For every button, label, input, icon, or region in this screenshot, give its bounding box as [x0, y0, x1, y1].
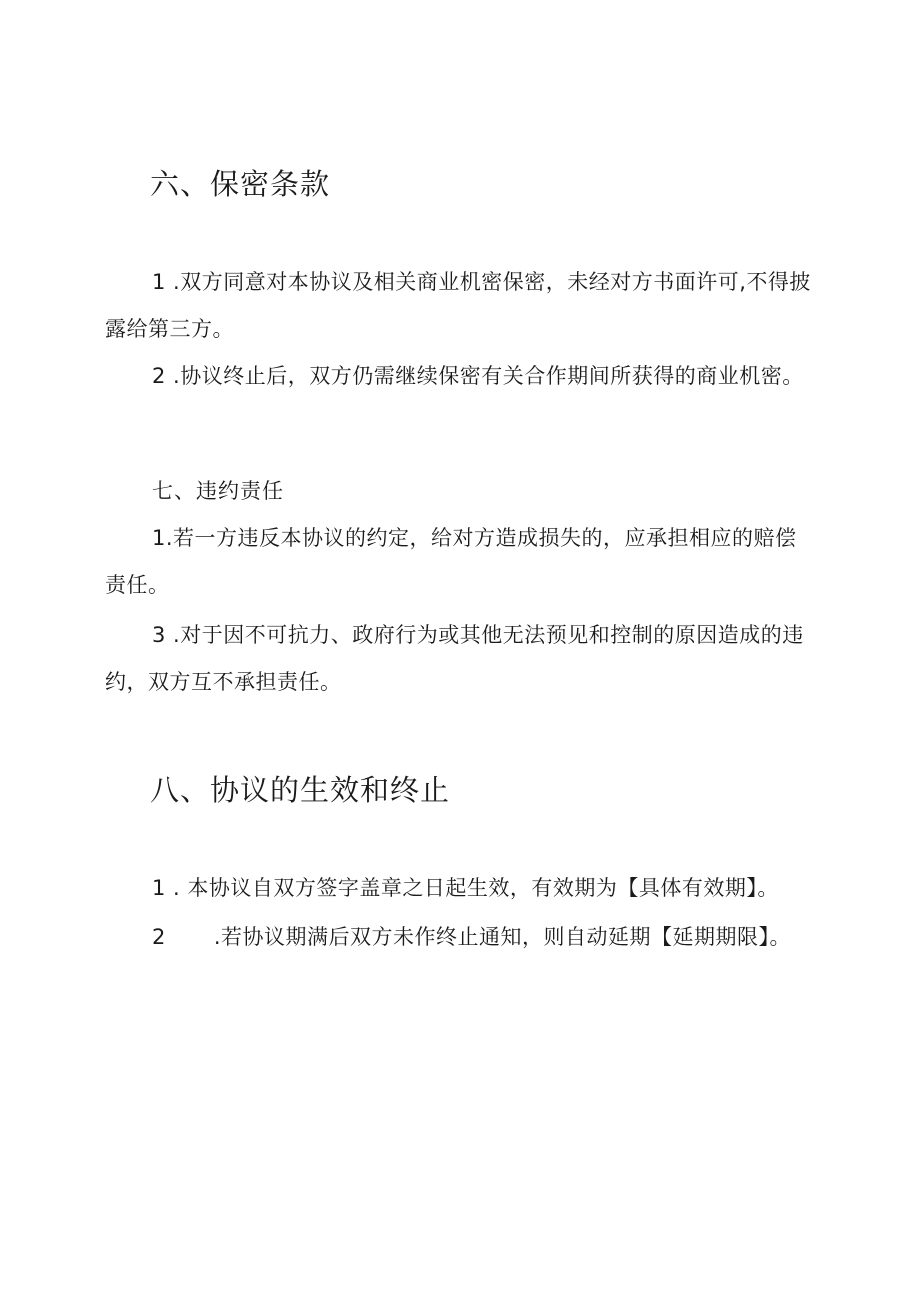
section-8-item-2-number: 2	[152, 925, 166, 949]
section-8-item-1	[105, 865, 825, 912]
section-7-item-1-line-1: 1.若一方违反本协议的约定，给对方造成损失的，应承担相应的赔偿	[152, 526, 797, 550]
section-6-heading: 六、保密条款	[150, 167, 331, 201]
section-6-item-1-line-2: 露给第三方。	[105, 317, 234, 341]
section-6-item-1-line-1: 1 .双方同意对本协议及相关商业机密保密，未经对方书面许可,不得披	[152, 270, 811, 294]
section-7-item-3	[105, 612, 825, 706]
section-8-item-2-line	[105, 914, 825, 961]
section-6-item-2-text: 2 .协议终止后，双方仍需继续保密有关合作期间所获得的商业机密。	[152, 364, 804, 388]
section-7-item-3-line-1: 3 .对于因不可抗力、政府行为或其他无法预见和控制的原因造成的违	[152, 623, 804, 647]
section-8-item-2	[105, 914, 825, 961]
section-7-item-3-line-2: 约，双方互不承担责任。	[105, 670, 342, 694]
section-8-item-2-text: .若协议期满后双方未作终止通知，则自动延期【延期期限】。	[213, 925, 792, 949]
section-8-heading: 八、协议的生效和终止	[150, 773, 451, 807]
section-8-item-1-text: 1 . 本协议自双方签字盖章之日起生效，有效期为【具体有效期】。	[152, 876, 779, 900]
section-7-heading: 七、违约责任	[152, 479, 284, 503]
section-7-item-1-line-2: 责任。	[105, 573, 170, 597]
section-7-item-1	[105, 515, 825, 609]
section-6-item-2	[105, 353, 825, 400]
section-6-item-1	[105, 259, 825, 353]
